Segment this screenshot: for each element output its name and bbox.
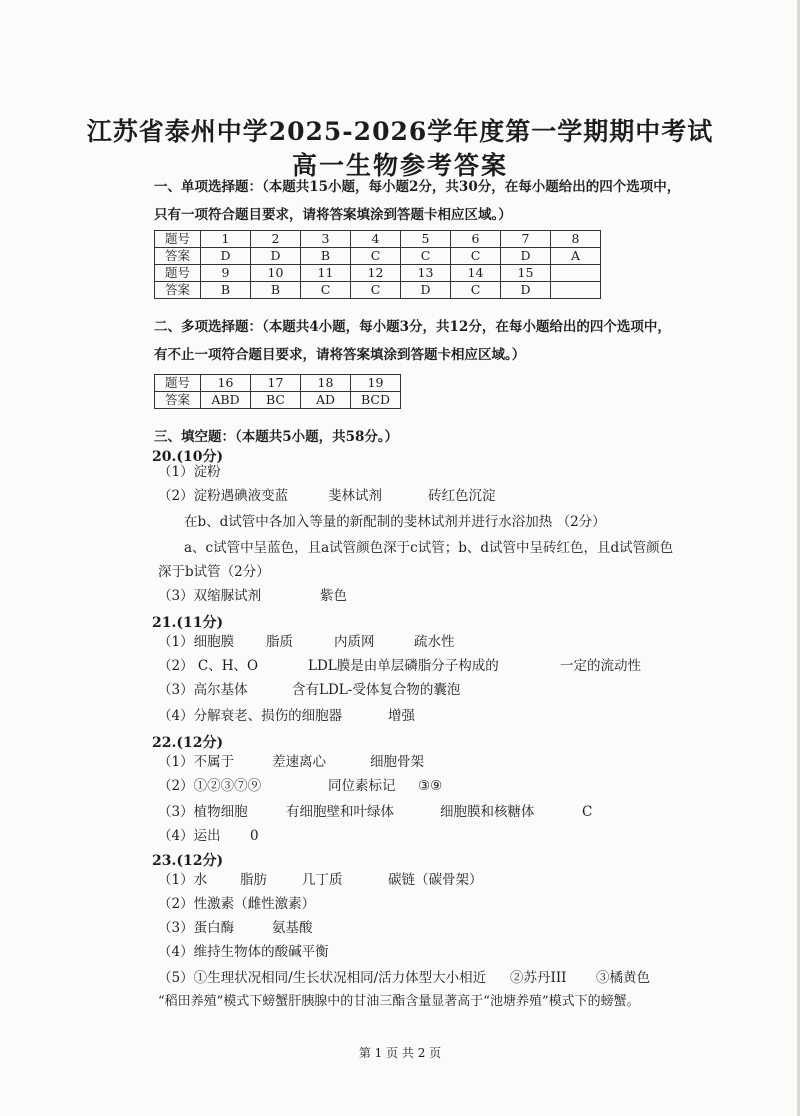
q23-answer-5a: （5）①生理状况相同/生长状况相同/活力体型大小相近 — [158, 970, 487, 986]
q21-heading: 21.(11分) — [152, 615, 224, 631]
table-cell: 11 — [301, 265, 351, 282]
table-row-header: 答案 — [155, 392, 201, 409]
table-cell: BCD — [351, 392, 401, 409]
table-cell: C — [301, 282, 351, 299]
table-cell: D — [501, 282, 551, 299]
q21-answer-2b: LDL膜是由单层磷脂分子构成的 — [308, 658, 499, 674]
q22-answer-3a: （3）植物细胞 — [158, 804, 248, 820]
table-cell: 8 — [551, 231, 601, 248]
q21-answer-4a: （4）分解衰老、损伤的细胞器 — [158, 708, 343, 724]
q23-answer-1d: 碳链（碳骨架） — [388, 872, 483, 888]
table-cell: C — [351, 248, 401, 265]
table-cell: 7 — [501, 231, 551, 248]
table-row — [155, 375, 401, 392]
q23-answer-1a: （1）水 — [158, 872, 208, 888]
table-cell: C — [451, 248, 501, 265]
q22-answer-1c: 细胞骨架 — [370, 754, 424, 770]
section3-heading: 三、填空题：（本题共5小题，共58分。） — [154, 429, 399, 445]
q22-answer-4b: 0 — [250, 828, 259, 844]
table-cell: 6 — [451, 231, 501, 248]
table-cell: D — [201, 248, 251, 265]
q21-answer-2a: （2） C、H、O — [158, 658, 259, 674]
table-cell: 19 — [351, 375, 401, 392]
table-cell: BC — [251, 392, 301, 409]
section1-heading-line2: 只有一项符合题目要求，请将答案填涂到答题卡相应区域。） — [154, 207, 512, 223]
table-row-header: 答案 — [155, 248, 201, 265]
table-cell: C — [451, 282, 501, 299]
table-cell: 4 — [351, 231, 401, 248]
table-row-header: 题号 — [155, 231, 201, 248]
table-cell: C — [351, 282, 401, 299]
table-cell: 18 — [301, 375, 351, 392]
table-cell — [551, 282, 601, 299]
q20-answer-3b: 紫色 — [320, 588, 347, 604]
q20-answer-2c: 砖红色沉淀 — [428, 488, 496, 504]
section2-heading-line1: 二、多项选择题：（本题共4小题，每小题3分，共12分，在每小题给出的四个选项中， — [154, 319, 671, 335]
q21-answer-1c: 内质网 — [334, 634, 375, 650]
table-cell: 12 — [351, 265, 401, 282]
q22-answer-3c: 细胞膜和核糖体 — [440, 804, 535, 820]
table-cell: D — [401, 282, 451, 299]
q21-answer-4b: 增强 — [388, 708, 415, 724]
q22-answer-3b: 有细胞壁和叶绿体 — [286, 804, 394, 820]
table-cell: ABD — [201, 392, 251, 409]
table-cell: A — [551, 248, 601, 265]
table-cell: 2 — [251, 231, 301, 248]
q21-answer-1d: 疏水性 — [414, 634, 455, 650]
q22-answer-2c: ③⑨ — [418, 778, 443, 794]
q20-answer-3a: （3）双缩脲试剂 — [158, 588, 262, 604]
table-cell: B — [201, 282, 251, 299]
table-cell: C — [401, 248, 451, 265]
q23-answer-4: （4）维持生物体的酸碱平衡 — [158, 944, 329, 960]
q23-answer-2: （2）性激素（雌性激素） — [158, 896, 316, 912]
table-cell: 1 — [201, 231, 251, 248]
table-row-header: 题号 — [155, 265, 201, 282]
q23-answer-5d: “稻田养殖”模式下螃蟹肝胰腺中的甘油三酯含量显著高于“池塘养殖”模式下的螃蟹。 — [158, 994, 640, 1009]
table-cell: D — [251, 248, 301, 265]
page-footer: 第 1 页 共 2 页 — [358, 1046, 442, 1060]
table-cell: B — [251, 282, 301, 299]
table-cell: D — [501, 248, 551, 265]
table-cell: 17 — [251, 375, 301, 392]
q22-answer-3d: C — [582, 804, 593, 820]
q22-answer-2a: （2）①②③⑦⑨ — [158, 778, 262, 794]
q23-answer-3a: （3）蛋白酶 — [158, 920, 235, 936]
exam-title: 江苏省泰州中学2025-2026学年度第一学期期中考试 — [86, 117, 714, 146]
table-cell: 16 — [201, 375, 251, 392]
q22-answer-1a: （1）不属于 — [158, 754, 235, 770]
q22-answer-1b: 差速离心 — [272, 754, 326, 770]
section1-heading-line1: 一、单项选择题：（本题共15小题，每小题2分，共30分，在每小题给出的四个选项中， — [154, 179, 681, 195]
q23-answer-5b: ②苏丹III — [510, 970, 567, 986]
q23-answer-1b: 脂肪 — [240, 872, 267, 888]
q20-answer-1: （1）淀粉 — [158, 464, 221, 480]
table-cell: 13 — [401, 265, 451, 282]
table-cell: 14 — [451, 265, 501, 282]
table-cell: 10 — [251, 265, 301, 282]
exam-subtitle: 高一生物参考答案 — [291, 151, 508, 180]
q21-answer-1a: （1）细胞膜 — [158, 634, 235, 650]
table-cell: AD — [301, 392, 351, 409]
table-cell — [551, 265, 601, 282]
q23-answer-5c: ③橘黄色 — [596, 970, 650, 986]
table-cell: 9 — [201, 265, 251, 282]
q20-answer-2a: （2）淀粉遇碘液变蓝 — [158, 488, 289, 504]
q22-answer-2b: 同位素标记 — [328, 778, 396, 794]
single-choice-answer-table — [154, 230, 601, 299]
q21-answer-1b: 脂质 — [266, 634, 293, 650]
q22-heading: 22.(12分) — [152, 735, 224, 751]
table-row — [155, 392, 401, 409]
q21-answer-2c: 一定的流动性 — [560, 658, 641, 674]
table-cell: 5 — [401, 231, 451, 248]
q20-answer-2e: a、c试管中呈蓝色，且a试管颜色深于c试管；b、d试管中呈砖红色，且d试管颜色 — [184, 540, 674, 556]
q23-heading: 23.(12分) — [152, 853, 224, 869]
q22-answer-4a: （4）运出 — [158, 828, 221, 844]
table-row — [155, 265, 601, 282]
table-cell: 15 — [501, 265, 551, 282]
table-row — [155, 282, 601, 299]
table-row — [155, 231, 601, 248]
q20-answer-2f: 深于b试管（2分） — [158, 564, 270, 580]
table-cell: 3 — [301, 231, 351, 248]
table-cell: B — [301, 248, 351, 265]
table-row — [155, 248, 601, 265]
q20-answer-2b: 斐林试剂 — [328, 488, 382, 504]
q23-answer-1c: 几丁质 — [302, 872, 343, 888]
table-row-header: 题号 — [155, 375, 201, 392]
multiple-choice-answer-table — [154, 374, 401, 409]
section2-heading-line2: 有不止一项符合题目要求，请将答案填涂到答题卡相应区域。） — [154, 347, 526, 363]
q20-heading: 20.(10分) — [152, 449, 224, 465]
q21-answer-3b: 含有LDL-受体复合物的囊泡 — [292, 682, 461, 698]
q21-answer-3a: （3）高尔基体 — [158, 682, 248, 698]
q23-answer-3b: 氨基酸 — [272, 920, 313, 936]
q20-answer-2d: 在b、d试管中各加入等量的新配制的斐林试剂并进行水浴加热 （2分） — [184, 514, 606, 530]
table-row-header: 答案 — [155, 282, 201, 299]
